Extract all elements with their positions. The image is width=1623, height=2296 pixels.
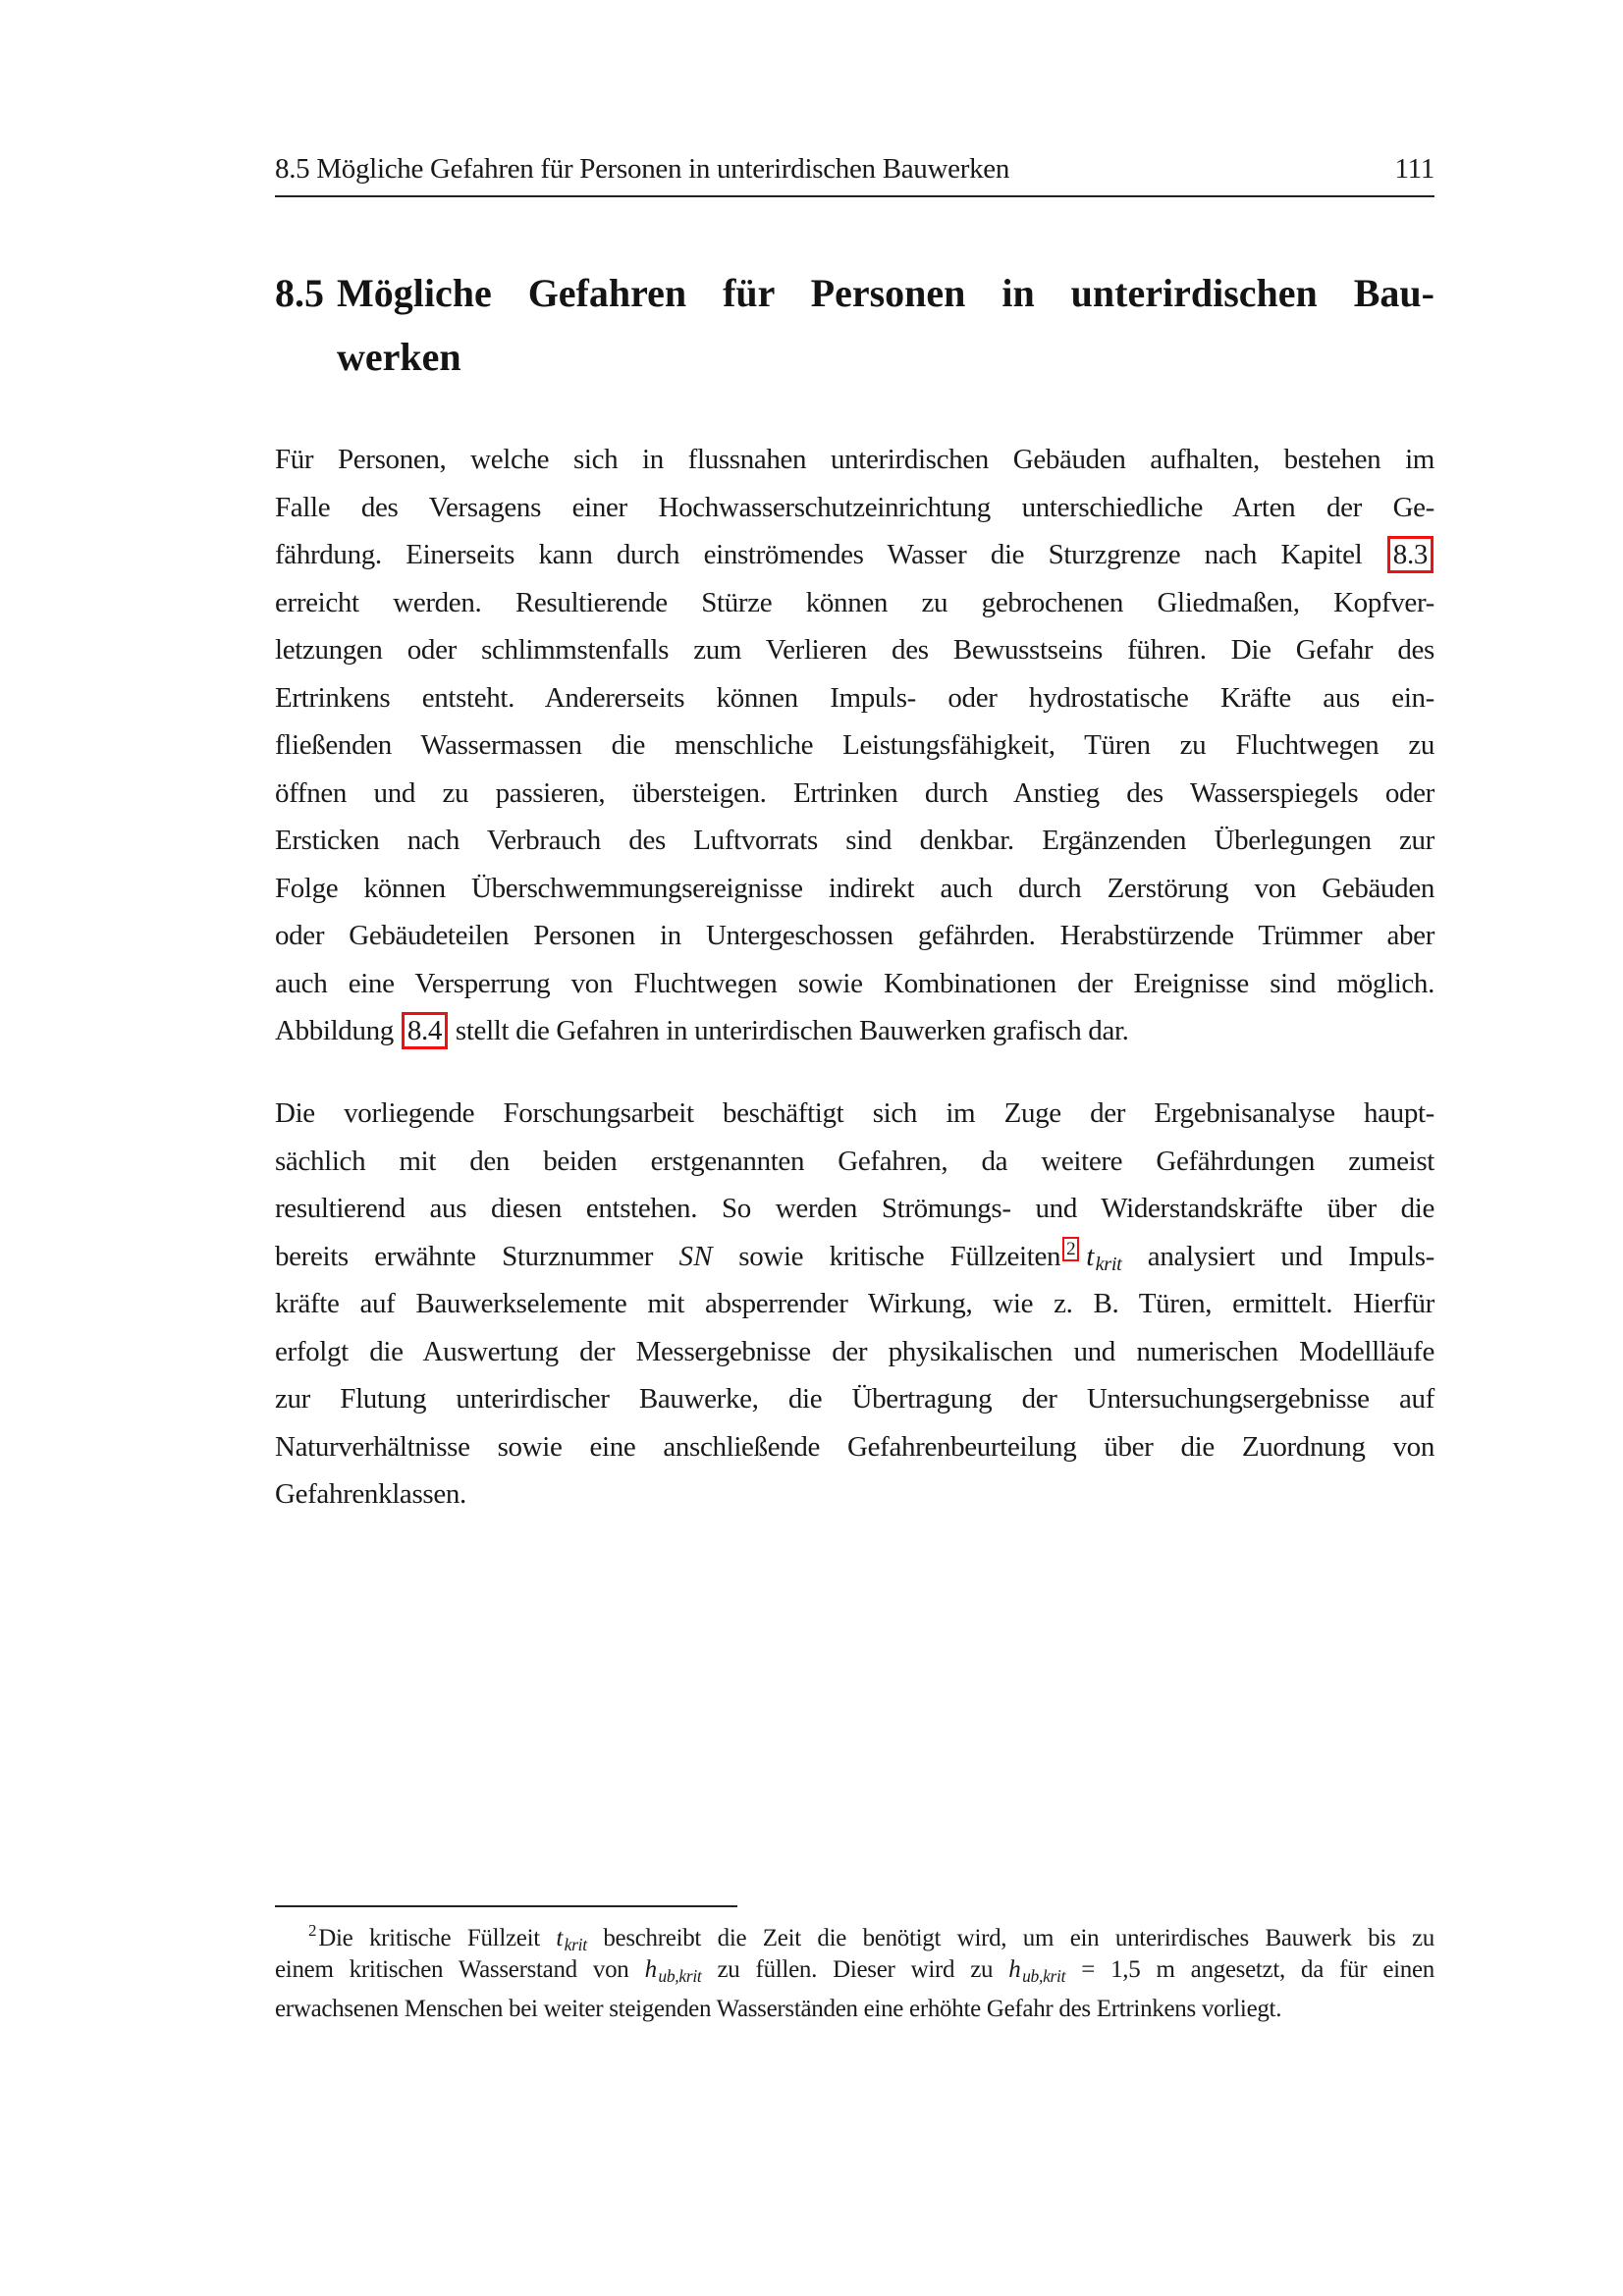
paragraph-1-line: auch eine Versperrung von Fluchtwegen sowie Kombinationen der Ereignisse sind möglich.	[275, 967, 1434, 999]
paragraph-2-line: Die vorliegende Forschungsarbeit beschäftigt sich im Zuge der Ergebnisanalyse haupt-	[275, 1097, 1434, 1129]
running-header-title: 8.5 Mögliche Gefahren für Personen in unterirdischen Bauwerken	[275, 153, 1010, 185]
header-rule	[275, 195, 1434, 197]
paragraph-2-line	[275, 1233, 1434, 1281]
footnote-text: einem kritischen Wasserstand von	[275, 1956, 645, 1983]
paragraph-2-line: Gefahrenklassen.	[275, 1478, 466, 1510]
paragraph-1-line: oder Gebäudeteilen Personen in Untergeschossen gefährden. Herabstürzende Trümmer aber	[275, 920, 1434, 951]
math-symbol-t: t	[1086, 1240, 1095, 1272]
section-heading	[275, 261, 1434, 389]
paragraph-2-line: sächlich mit den beiden erstgenannten Gefahren, da weitere Gefährdungen zumeist	[275, 1145, 1434, 1177]
footnote	[275, 1911, 1434, 2029]
paragraph-1-line: öffnen und zu passieren, übersteigen. Ertrinken durch Anstieg des Wasserspiegels oder	[275, 776, 1434, 809]
math-subscript-krit: krit	[1095, 1253, 1122, 1275]
footnote-line	[275, 1950, 1434, 1990]
footnote-line: erwachsenen Menschen bei weiter steigenden Wasserständen eine erhöhte Gefahr des Ertrinkens vorliegt.	[275, 1996, 1282, 2022]
paragraph-2-line: zur Flutung unterirdischer Bauwerke, die Übertragung der Untersuchungsergebnisse auf	[275, 1383, 1434, 1415]
paragraph-1-line: Für Personen, welche sich in flussnahen unterirdischen Gebäuden aufhalten, bestehen im	[275, 444, 1434, 475]
page-number: 111	[1394, 153, 1434, 185]
paragraph-2-line: Naturverhältnisse sowie eine anschließende Gefahrenbeurteilung über die Zuordnung von	[275, 1430, 1434, 1463]
paragraph-1-line: Ertrinkens entsteht. Andererseits können Impuls- oder hydrostatische Kräfte aus ein-	[275, 681, 1434, 714]
chapter-ref-link-8-3[interactable]: 8.3	[1387, 536, 1434, 573]
math-subscript-ubkrit: ub,krit	[1022, 1966, 1066, 1986]
footnote-line	[275, 1911, 1434, 1954]
paragraph-2-line-text: analysiert und Impuls-	[1121, 1240, 1434, 1272]
footnote-text: Die kritische Füllzeit	[318, 1925, 557, 1951]
paragraph-2-line: erfolgt die Auswertung der Messergebnisse der physikalischen und numerischen Modellläufe	[275, 1335, 1434, 1367]
footnote-text: = 1,5 m angesetzt, da für einen	[1065, 1956, 1434, 1983]
footnote-text: zu füllen. Dieser wird zu	[701, 1956, 1009, 1983]
paragraph-1-line-text: fährdung. Einerseits kann durch einströmendes Wasser die Sturzgrenze nach Kapitel	[275, 539, 1386, 570]
paragraph-2	[275, 1090, 1434, 1519]
section-title-line-2: werken	[337, 335, 461, 379]
math-symbol-h: h	[644, 1956, 658, 1983]
paragraph-2-line-text: sowie kritische Füllzeiten	[712, 1240, 1061, 1272]
paragraph-2-line: kräfte auf Bauwerkselemente mit absperrender Wirkung, wie z. B. Türen, ermittelt. Hierfür	[275, 1288, 1434, 1319]
paragraph-1-line-text: stellt die Gefahren in unterirdischen Bauwerken grafisch dar.	[449, 1015, 1129, 1046]
footnote-marker: 2	[308, 1921, 317, 1940]
math-subscript-krit: krit	[564, 1935, 587, 1954]
paragraph-2-line: resultierend aus diesen entstehen. So werden Strömungs- und Widerstandskräfte über die	[275, 1193, 1434, 1224]
figure-ref-link-8-4[interactable]: 8.4	[402, 1012, 448, 1049]
paragraph-1	[275, 436, 1434, 1055]
paragraph-1-line	[275, 531, 1434, 579]
paragraph-2-line-text: bereits erwähnte Sturznummer	[275, 1240, 679, 1272]
paragraph-1-line: Ersticken nach Verbrauch des Luftvorrats sind denkbar. Ergänzenden Überlegungen zur	[275, 825, 1434, 856]
footnote-rule	[275, 1905, 737, 1907]
math-symbol-t: t	[556, 1925, 564, 1951]
paragraph-1-line-text: Abbildung	[275, 1015, 401, 1046]
running-header	[275, 153, 1434, 186]
math-subscript-ubkrit: ub,krit	[658, 1966, 702, 1986]
paragraph-1-line: Falle des Versagens einer Hochwasserschutzeinrichtung unterschiedliche Arten der Ge-	[275, 491, 1434, 523]
paragraph-1-line: Folge können Überschwemmungsereignisse indirekt auch durch Zerstörung von Gebäuden	[275, 872, 1434, 904]
footnote-marker-link-2[interactable]: 2	[1062, 1237, 1079, 1261]
footnote-text: beschreibt die Zeit die benötigt wird, um ein unterirdisches Bauwerk bis zu	[586, 1925, 1434, 1951]
section-title	[337, 261, 1434, 389]
paragraph-1-line	[275, 1007, 1434, 1055]
paragraph-1-line: fließenden Wassermassen die menschliche Leistungsfähigkeit, Türen zu Fluchtwegen zu	[275, 729, 1434, 761]
math-symbol-h: h	[1008, 1956, 1022, 1983]
section-title-line-1: Mögliche Gefahren für Personen in unterirdischen Bau-	[337, 271, 1434, 315]
paragraph-1-line: erreicht werden. Resultierende Stürze können zu gebrochenen Gliedmaßen, Kopfver-	[275, 586, 1434, 618]
math-symbol-SN: SN	[678, 1240, 713, 1272]
section-number: 8.5	[275, 271, 324, 315]
paragraph-1-line: letzungen oder schlimmstenfalls zum Verlieren des Bewusstseins führen. Die Gefahr des	[275, 634, 1434, 666]
